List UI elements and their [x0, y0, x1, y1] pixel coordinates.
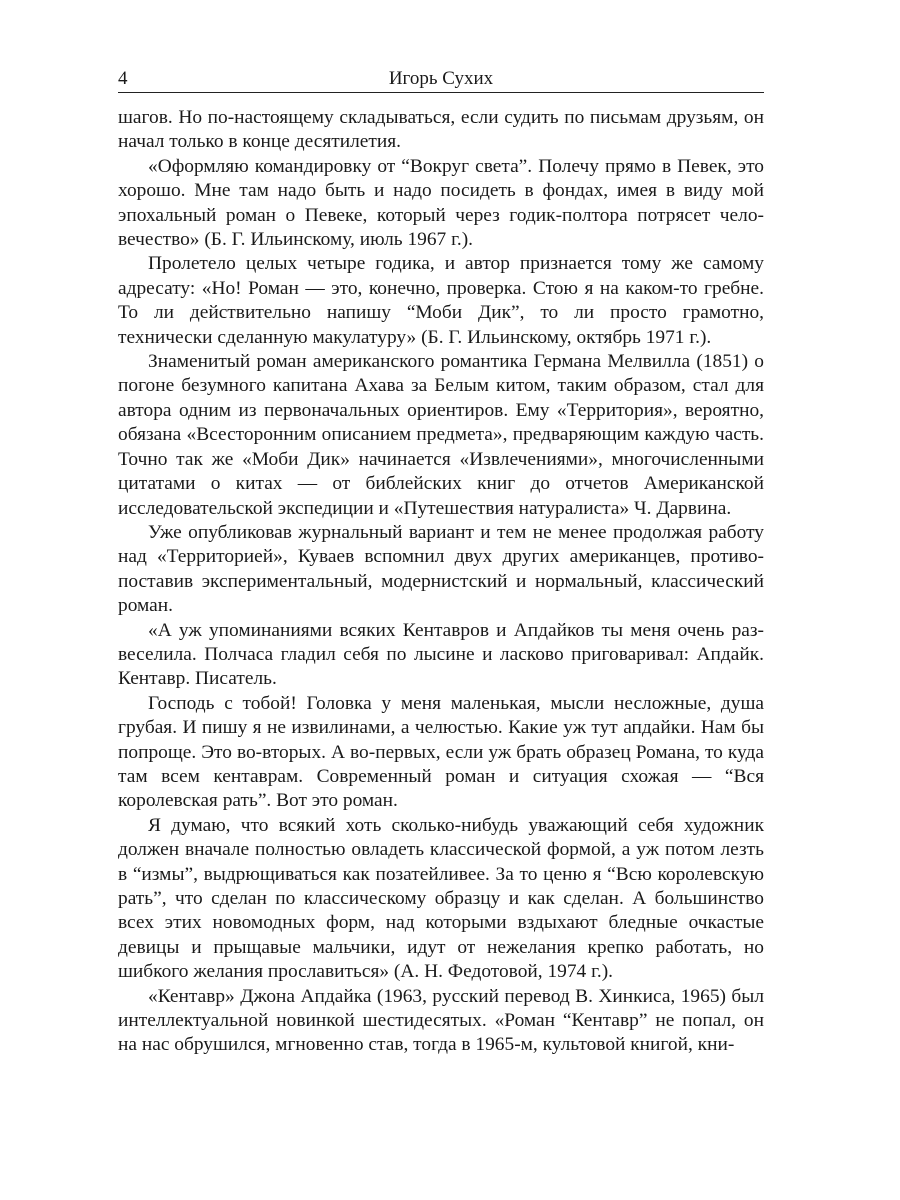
header-rule — [118, 92, 764, 93]
running-title: Игорь Сухих — [388, 68, 494, 89]
paragraph: Господь с тобой! Головка у меня маленькая, мысли несложные, душа грубая. И пишу я не извилинами, а челюстью. Какие уж тут апдайки. Нам бы попроще. Это во-вторых. А во-первых, если уж брать образец Романа, то куда там всем кентаврам. Современный роман и ситуация схожая — “Вся королевская рать”. Вот это роман. — [118, 692, 764, 812]
paragraph: Пролетело целых четыре годика, и автор признается тому же самому адресату: «Но! Роман — это, конечно, проверка. Стою я на каком-то гребне. То ли действительно напишу “Моби Дик”, то ли просто грамотно, технически сделанную макулатуру» (Б. Г. Ильинскому, октябрь 1971 г.). — [118, 253, 764, 348]
paragraph: шагов. Но по-настоящему складываться, если судить по письмам друзьям, он начал только в конце десятилетия. — [118, 107, 764, 153]
paragraph: «Оформляю командировку от “Вокруг света”. Полечу прямо в Певек, это хорошо. Мне там надо быть и надо посидеть в фондах, имея в виду мой эпохальный роман о Певеке, который через годик-полтора потрясет человечество» (Б. Г. Ильинскому, июль 1967 г.). — [118, 155, 764, 251]
paragraph: «А уж упоминаниями всяких Кентавров и Апдайков ты меня очень развеселила. Полчаса гладил себя по лысине и ласково приговаривал: Апдайк. Кентавр. Писатель. — [118, 619, 764, 690]
paragraph: «Кентавр» Джона Апдайка (1963, русский перевод В. Хинкиса, 1965) был интеллектуальной новинкой шестидесятых. «Роман “Кентавр” не попал, он на нас обрушился, мгновенно став, тогда в 1965-м, культовой книгой, кни- — [118, 985, 764, 1056]
running-head — [118, 68, 764, 94]
paragraph: Знаменитый роман американского романтика Германа Мелвилла (1851) о погоне безумного капитана Ахава за Белым китом, таким образом, стал для автора одним из первоначальных ориентиров. Ему «Территория», вероятно, обязана «Всесторонним описанием предмета», предваряющим каждую часть. Точно так же «Моби Дик» начинается «Извлечениями», многочисленными цитатами о китах — от библейских книг до отчетов Американской исследовательской экспедиции и «Путешествия натуралиста» Ч. Дарвина. — [118, 351, 764, 519]
paragraph: Я думаю, что всякий хоть сколько-нибудь уважающий себя художник должен вначале полностью овладеть классической формой, а уж потом лезть в “измы”, выдрющиваться как позатейливее. За то ценю я “Всю королевскую рать”, что сделан по классическому образцу и как сделан. А большинство всех этих новомодных форм, над которыми вздыхают бледные очкастые девицы и прыщавые мальчики, идут от нежелания крепко работать, но шибкого желания прославиться» (А. Н. Федотовой, 1974 г.). — [118, 814, 764, 983]
body-text — [118, 106, 764, 1058]
paragraph: Уже опубликовав журнальный вариант и тем не менее продолжая работу над «Территорией», Куваев вспомнил двух других американцев, противопоставив экспериментальный, модернистский и нормальный, классический роман. — [118, 521, 764, 617]
page-number: 4 — [118, 68, 128, 89]
